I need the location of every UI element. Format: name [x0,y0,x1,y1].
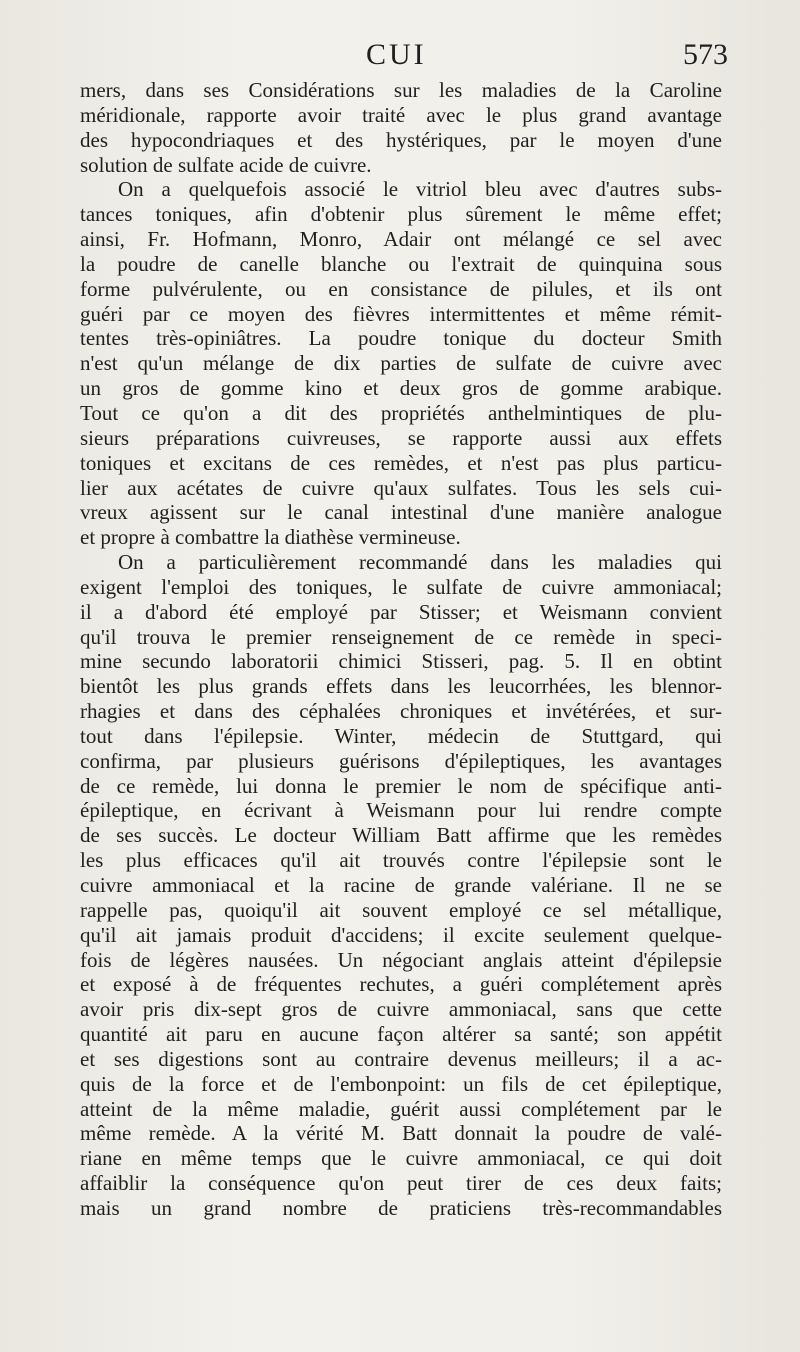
text-line: et propre à combattre la diathèse vermineuse. [80,525,461,550]
text-line: méridionale, rapporte avoir traité avec le plus grand avantage [80,102,722,127]
text-line: quantité ait paru en aucune façon altérer sa santé; son appétit [80,1022,722,1047]
text-line: cuivre ammoniacal et la racine de grande valériane. Il ne se [80,873,722,897]
text-line: rhagies et dans des céphalées chroniques et invétérées, et sur- [80,699,722,724]
text-line: exigent l'emploi des toniques, le sulfate de cuivre ammoniacal; [80,574,722,599]
text-line: ainsi, Fr. Hofmann, Monro, Adair ont mélangé ce sel avec [80,227,722,252]
text-line: On a quelquefois associé le vitriol bleu avec d'autres subs- [118,177,722,202]
text-line: mais un grand nombre de praticiens très-recommandables [80,1195,722,1220]
text-line: qu'il ait jamais produit d'accidens; il excite seulement quelque- [80,922,722,947]
text-line: un gros de gomme kino et deux gros de gomme arabique. [80,376,722,401]
text-line: atteint de la même maladie, guérit aussi complétement par le [80,1096,722,1121]
text-line: rappelle pas, quoiqu'il ait souvent employé ce sel métallique, [80,897,722,922]
running-head: CUI [366,38,427,71]
body-text [80,78,722,1221]
text-line: et exposé à de fréquentes rechutes, a guéri complétement après [80,972,722,997]
text-line: Tout ce qu'on a dit des propriétés anthelmintiques de plu- [80,400,722,425]
text-line: même remède. A la vérité M. Batt donnait la poudre de valé- [80,1121,722,1146]
page-header [0,38,800,78]
text-line: forme pulvérulente, ou en consistance de pilules, et ils ont [80,276,722,301]
text-line: de ce remède, lui donna le premier le nom de spécifique anti- [80,773,722,798]
text-line: tances toniques, afin d'obtenir plus sûrement le même effet; [80,202,722,227]
text-line: il a d'abord été employé par Stisser; et Weismann convient [80,599,722,624]
text-line: la poudre de canelle blanche ou l'extrait de quinquina sous [80,251,722,276]
text-line: quis de la force et de l'embonpoint: un fils de cet épileptique, [80,1071,722,1096]
text-line: et ses digestions sont au contraire devenus meilleurs; il a ac- [80,1046,722,1071]
text-line: les plus efficaces qu'il ait trouvés contre l'épilepsie sont le [80,848,722,873]
text-line: n'est qu'un mélange de dix parties de sulfate de cuivre avec [80,351,722,376]
text-line: des hypocondriaques et des hystériques, par le moyen d'une [80,127,722,152]
text-line: mers, dans ses Considérations sur les maladies de la Caroline [80,78,722,102]
text-line: On a particulièrement recommandé dans les maladies qui [118,550,722,575]
text-line: toniques et excitans de ces remèdes, et n'est pas plus particu- [80,450,722,475]
text-line: tentes très-opiniâtres. La poudre tonique du docteur Smith [80,326,722,351]
text-line: mine secundo laboratorii chimici Stisseri, pag. 5. Il en obtint [80,649,722,674]
text-line: bientôt les plus grands effets dans les leucorrhées, les blennor- [80,674,722,699]
text-line: riane en même temps que le cuivre ammoniacal, ce qui doit [80,1146,722,1171]
text-line: confirma, par plusieurs guérisons d'épileptiques, les avantages [80,748,722,773]
text-line: affaiblir la conséquence qu'on peut tirer de ces deux faits; [80,1171,722,1196]
text-line: vreux agissent sur le canal intestinal d'une manière analogue [80,500,722,525]
text-line: solution de sulfate acide de cuivre. [80,152,372,177]
text-line: lier aux acétates de cuivre qu'aux sulfates. Tous les sels cui- [80,475,722,500]
page-number: 573 [683,38,728,71]
text-line: fois de légères nausées. Un négociant anglais atteint d'épilepsie [80,947,722,972]
text-line: tout dans l'épilepsie. Winter, médecin de Stuttgard, qui [80,723,722,748]
text-line: avoir pris dix-sept gros de cuivre ammoniacal, sans que cette [80,997,722,1022]
text-line: sieurs préparations cuivreuses, se rapporte aussi aux effets [80,425,722,450]
text-line: qu'il trouva le premier renseignement de ce remède in speci- [80,624,722,649]
text-line: guéri par ce moyen des fièvres intermittentes et même rémit- [80,301,722,326]
text-line: de ses succès. Le docteur William Batt affirme que les remèdes [80,823,722,848]
text-line: épileptique, en écrivant à Weismann pour lui rendre compte [80,798,722,823]
